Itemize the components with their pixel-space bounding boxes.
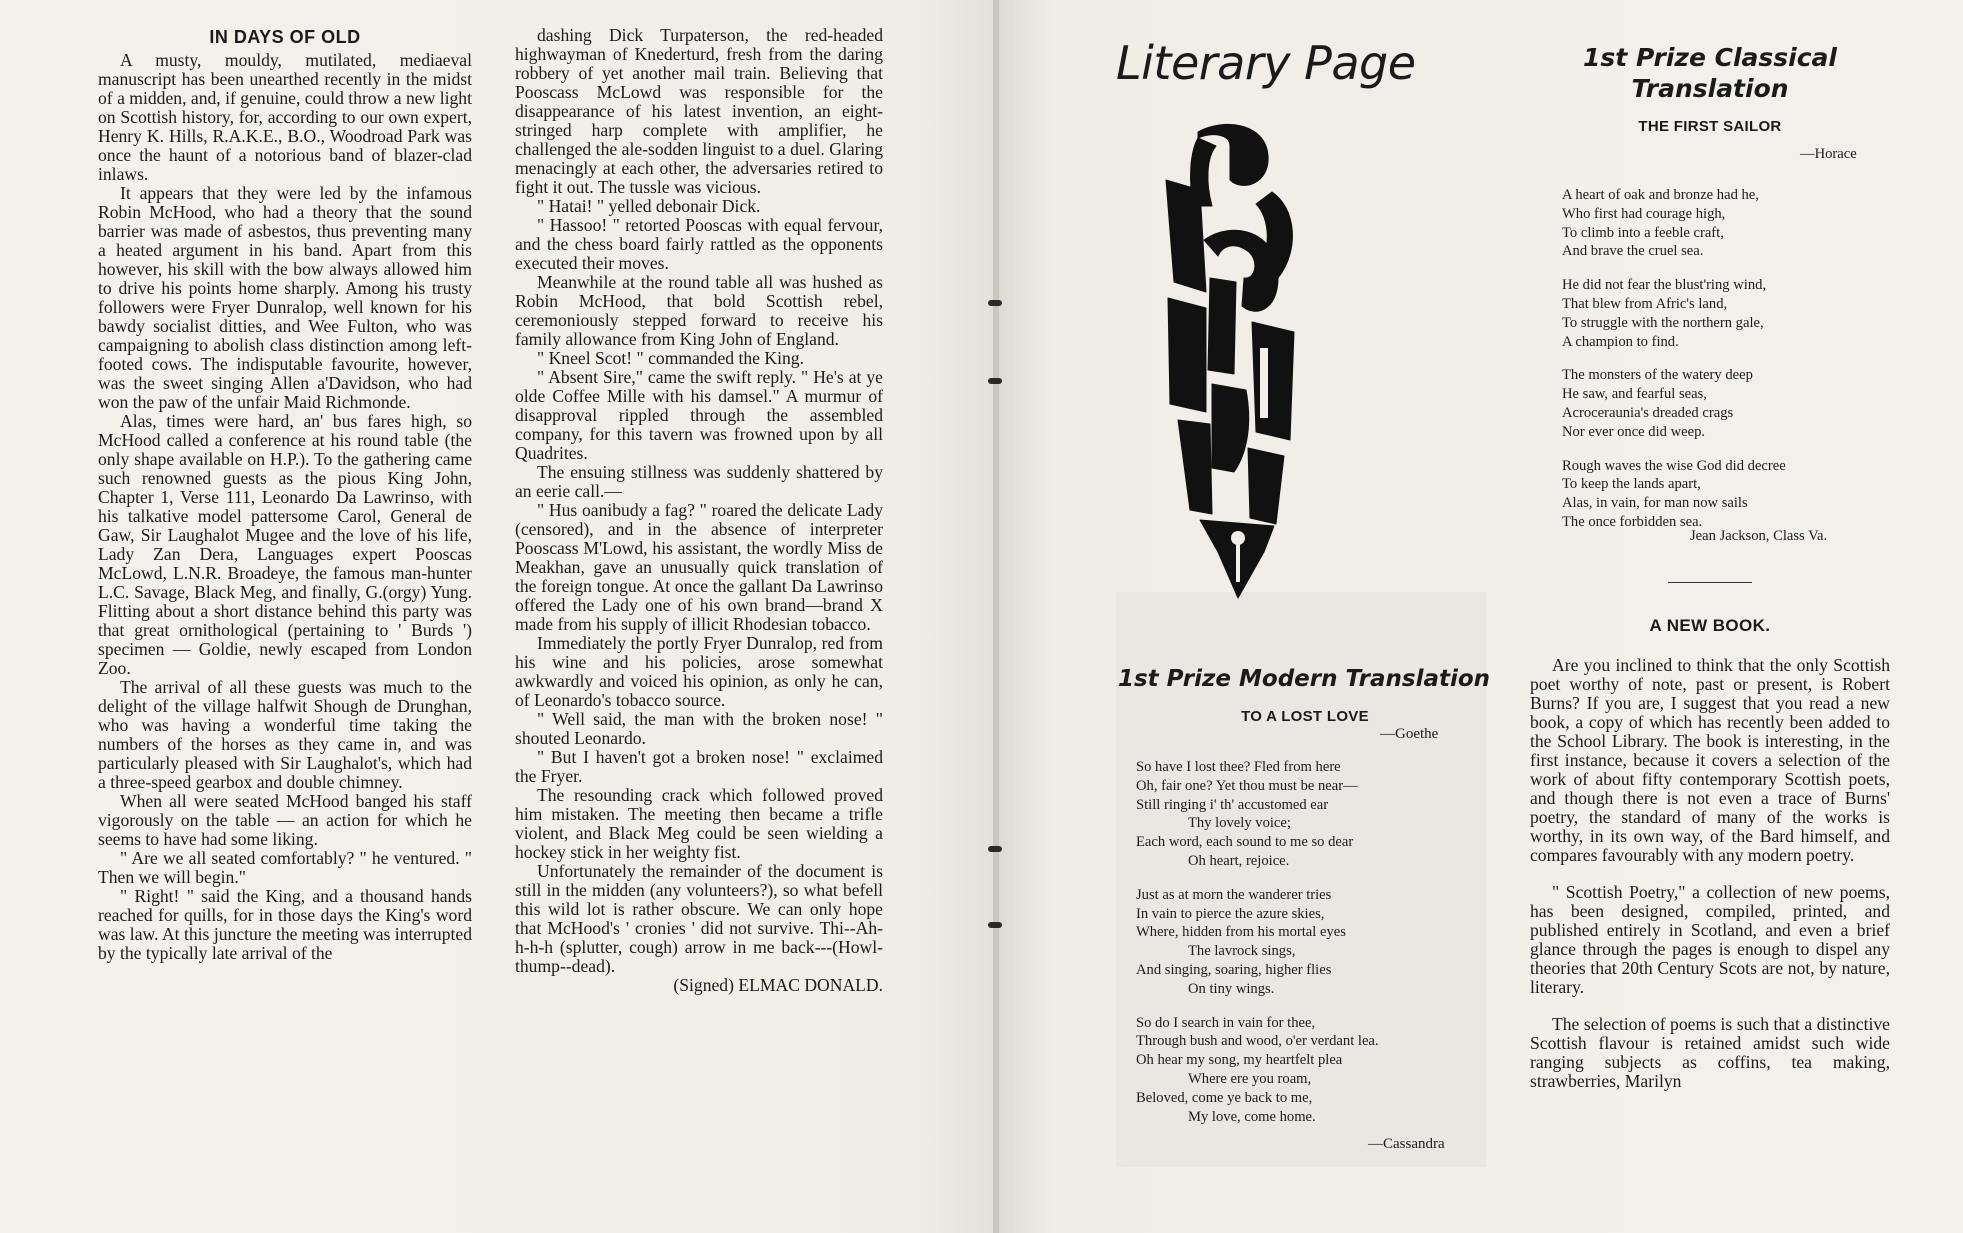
article-paragraph: " But I haven't got a broken nose! " exclaimed the Fryer. [515, 747, 883, 786]
poem-line: Oh heart, rejoice. [1188, 852, 1290, 869]
classical-poem-author: —Horace [1800, 146, 1857, 162]
book-review-paragraph: " Scottish Poetry," a collection of new poems, has been designed, compiled, printed, and published entirely in Scotland, and even a brief glance through the pages is enough to dispel any theories that 20th Century Scots are not, by nature, literary. [1530, 882, 1890, 997]
poem-stanza [1136, 758, 1379, 871]
modern-poem-title: TO A LOST LOVE [1241, 708, 1369, 725]
staple [988, 378, 1002, 384]
classical-poem-title: THE FIRST SAILOR [1638, 118, 1782, 135]
poem-line: The lavrock sings, [1188, 943, 1296, 960]
article-paragraph: " Right! " said the King, and a thousand hands reached for quills, for in those days the King's word was law. At this juncture the meeting was interrupted by the typically late arrival of the [98, 886, 472, 963]
modern-translation-heading: 1st Prize Modern Translation [1117, 666, 1491, 692]
poem-line: Where ere you roam, [1188, 1070, 1312, 1087]
poem-line: That blew from Afric's land, [1562, 295, 1728, 312]
poem-line: In vain to pierce the azure skies, [1136, 905, 1325, 922]
poem-line: The once forbidden sea. [1562, 513, 1703, 530]
poem-line: To climb into a feeble craft, [1562, 224, 1724, 241]
poem-line: Through bush and wood, o'er verdant lea. [1136, 1033, 1379, 1050]
article-paragraph: Unfortunately the remainder of the document is still in the midden (any volunteers?), so what befell this wild lot is rather obscure. We can only hope that McHood's ' cronies ' did not survive. Thi--Ah-h-h-h (splutter, cough) arrow in me back---(Howl-thump--dead). [515, 861, 883, 976]
article-paragraph: " Hus oanibudy a fag? " roared the delicate Lady (censored), and in the absence of interpreter Pooscass M'Lowd, his assistant, the wordly Miss de Meakhan, gave an unusually quick translation of the foreign tongue. At once the gallant Da Lawrinso offered the Lady one of his own brand—brand X made from his supply of illicit Rhodesian tobacco. [515, 500, 883, 634]
poem-line: He did not fear the blust'ring wind, [1562, 277, 1767, 294]
classical-heading-line: 1st Prize Classical [1583, 43, 1837, 72]
poem-line: Oh, fair one? Yet thou must be near— [1136, 777, 1358, 794]
poem-line: Rough waves the wise God did decree [1562, 457, 1786, 474]
poem-line: He saw, and fearful seas, [1562, 386, 1707, 403]
article-paragraph: " Hatai! " yelled debonair Dick. [537, 196, 761, 216]
poem-line: Acroceraunia's dreaded crags [1562, 404, 1734, 421]
section-divider [1668, 582, 1752, 583]
poem-line: To keep the lands apart, [1562, 476, 1701, 493]
poem-stanza [1562, 186, 1786, 261]
article-paragraph: A musty, mouldy, mutilated, mediaeval manuscript has been unearthed recently in the midst of a midden, and, if genuine, could throw a new light on Scottish history, for, according to our own expert, Henry K. Hills, R.A.K.E., B.O., Woodroad Park was once the haunt of a notorious band of blazer-clad inlaws. [98, 50, 472, 184]
article-title: IN DAYS OF OLD [209, 27, 361, 47]
article-paragraph: When all were seated McHood banged his staff vigorously on the table — an action for which he seems to have had some liking. [98, 791, 472, 849]
poem-line: And singing, soaring, higher flies [1136, 961, 1332, 978]
poem-stanza [1136, 886, 1379, 999]
modern-poem-signature: —Cassandra [1368, 1136, 1445, 1152]
poem-line: My love, come home. [1188, 1108, 1316, 1125]
poem-stanza [1562, 366, 1786, 441]
poem-line: Beloved, come ye back to me, [1136, 1089, 1313, 1106]
new-book-column [1530, 656, 1890, 1109]
poem-line: Where, hidden from his mortal eyes [1136, 924, 1346, 941]
staple [988, 846, 1002, 852]
poem-line: Who first had courage high, [1562, 205, 1726, 222]
poem-line: On tiny wings. [1188, 980, 1275, 997]
poem-stanza [1562, 457, 1786, 532]
article-column-1 [98, 28, 472, 963]
book-review-paragraph: The selection of poems is such that a distinctive Scottish flavour is retained amidst such wide ranging subjects as coffins, tea making, strawberries, Marilyn [1530, 1014, 1890, 1091]
article-column-2 [515, 26, 883, 995]
poem-line: Nor ever once did weep. [1562, 423, 1706, 440]
article-paragraph: The ensuing stillness was suddenly shattered by an eerie call.— [515, 462, 883, 501]
article-paragraph: Immediately the portly Fryer Dunralop, red from his wine and his policies, arose somewhat awkwardly and voiced his opinion, as only he can, of Leonardo's tobacco source. [515, 633, 883, 710]
page-spine [993, 0, 999, 1233]
poem-line: Each word, each sound to me so dear [1136, 834, 1354, 851]
article-paragraph: " Hassoo! " retorted Pooscas with equal fervour, and the chess board fairly rattled as the opponents executed their moves. [515, 215, 883, 273]
poem-line: To struggle with the northern gale, [1562, 314, 1764, 331]
article-paragraph: The resounding crack which followed proved him mistaken. The meeting then became a trifle violent, and Black Meg could be seen wielding a hockey stick in her weighty fist. [515, 785, 883, 862]
modern-poem-author: —Goethe [1380, 726, 1439, 742]
poem-line: So do I search in vain for thee, [1136, 1014, 1316, 1031]
poem-line: Still ringing i' th' accustomed ear [1136, 796, 1329, 813]
modern-poem [1136, 758, 1379, 1141]
book-review-paragraph: Are you inclined to think that the only Scottish poet worthy of note, past or present, is Robert Burns? If you are, I suggest that you read a new book, a copy of which has recently been added to the School Library. The book is interesting, in the first instance, because it covers a selection of the work of about fifty contemporary Scottish poets, and though there is not even a trace of Burns' poetry, the standard of many of the works is worthy, in its own way, of the Bard himself, and compares favourably with any modern poetry. [1530, 655, 1890, 865]
article-paragraph: " Well said, the man with the broken nose! " shouted Leonardo. [515, 709, 883, 748]
article-paragraph: dashing Dick Turpaterson, the red-headed highwayman of Knederturd, fresh from the daring robbery of yet another mail train. Believing that Pooscass McLowd was responsible for the disappearance of his latest invention, an eight-stringed harp complete with amplifier, he challenged the ale-sodden linguist to a duel. Glaring menacingly at each other, the adversaries retired to fight it out. The tussle was vicious. [515, 25, 883, 197]
poem-line: Just as at morn the wanderer tries [1136, 886, 1332, 903]
article-paragraph: It appears that they were led by the infamous Robin McHood, who had a theory that the sound barrier was made of asbestos, thus preventing many a heated argument in his band. Apart from this however, his skill with the bow always allowed him to drive his points home sharply. Among his trusty followers were Fryer Dunralop, well known for his bawdy socialist ditties, and Wee Fulton, who was campaigning to abolish class distinction among left-footed cows. The indisputable favourite, however, was the sweet singing Allen a'Davidson, who had won the paw of the unfair Maid Richmonde. [98, 183, 472, 412]
poem-line: And brave the cruel sea. [1562, 243, 1704, 260]
poem-line: Thy lovely voice; [1188, 815, 1291, 832]
poem-line: So have I lost thee? Fled from here [1136, 759, 1341, 775]
poem-line: A champion to find. [1562, 333, 1679, 350]
poem-stanza [1136, 1014, 1379, 1127]
classical-translation-heading [1560, 42, 1860, 104]
article-paragraph: Alas, times were hard, an' bus fares high, so McHood called a conference at his round table (the only shape available on H.P.). To the gathering came such renowned guests as the pious King John, Chapter 1, Verse 111, Leonardo Da Lawrinso, with his talkative model pattersome Carol, General de Gaw, Sir Laughalot Mugee and the love of his life, Lady Zan Dera, Languages expert Pooscas McLowd, L.N.R. Broadeye, the famous man-hunter L.C. Savage, Black Meg, and finally, G.(orgy) Yung. Flitting about a short distance behind this party was that great ornithological (pertaining to ' Burds ') specimen — Goldie, newly escaped from London Zoo. [98, 411, 472, 678]
poem-line: The monsters of the watery deep [1562, 367, 1753, 384]
article-paragraph: The arrival of all these guests was much to the delight of the village halfwit Shough de Drunghan, who was having a wonderful time taking the numbers of the horses as they came in, and was particularly pleased with Sir Laughalot's, which had a three-speed gearbox and double chimney. [98, 677, 472, 792]
poem-line: Alas, in vain, for man now sails [1562, 495, 1748, 512]
staple [988, 922, 1002, 928]
poem-line: Oh hear my song, my heartfelt plea [1136, 1052, 1343, 1069]
article-paragraph: Meanwhile at the round table all was hushed as Robin McHood, that bold Scottish rebel, ceremoniously stepped forward to receive his family allowance from King John of England. [515, 272, 883, 349]
page-title: Literary Page [1116, 36, 1416, 90]
poem-stanza [1562, 276, 1786, 351]
classical-poem [1562, 186, 1786, 547]
new-book-heading: A NEW BOOK. [1649, 616, 1771, 635]
classical-poem-signature: Jean Jackson, Class Va. [1690, 528, 1828, 544]
article-signature: (Signed) ELMAC DONALD. [673, 975, 883, 995]
staple [988, 300, 1002, 306]
fountain-pen-nib-icon [1160, 122, 1310, 600]
article-paragraph: " Are we all seated comfortably? " he ventured. " Then we will begin." [98, 848, 472, 887]
article-paragraph: " Absent Sire," came the swift reply. " He's at ye olde Coffee Mille with his damsel." A murmur of disapproval rippled through the assembled company, for this tavern was frowned upon by all Quadrites. [515, 367, 883, 463]
poem-line: A heart of oak and bronze had he, [1562, 187, 1759, 203]
classical-heading-line: Translation [1631, 74, 1789, 103]
article-paragraph: " Kneel Scot! " commanded the King. [537, 348, 804, 368]
